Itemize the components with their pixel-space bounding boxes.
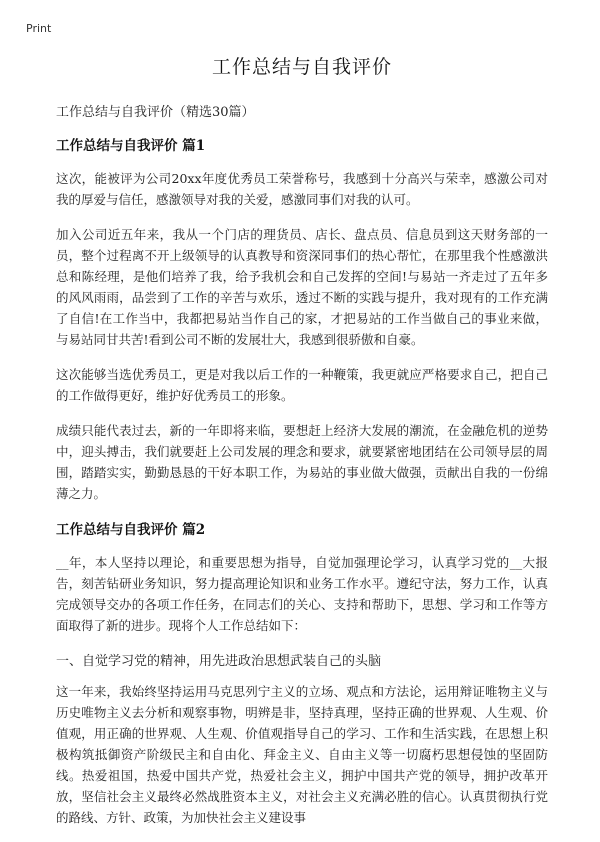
paragraph: 这一年来，我始终坚持运用马克思列宁主义的立场、观点和方法论，运用辩证唯物主义与历史唯物主义去分析和观察事物，明辨是非，坚持真理，坚持正确的世界观、人生观、价值观，用正确的世界观、人生观、价值观指导自己的学习、工作和生活实践，在思想上积极构筑抵御资产阶级民主和自由化、拜金主义、自由主义等一切腐朽思想侵蚀的坚固防线。热爱祖国，热爱中国共产党，热爱社会主义，拥护中国共产党的领导，拥护改革开放，坚信社会主义最终必然战胜资本主义，对社会主义充满必胜的信心。认真贯彻执行党的路线、方针、政策，为加快社会主义建设事 — [56, 684, 548, 825]
document-subtitle: 工作总结与自我评价（精选30篇） — [56, 105, 255, 120]
section-heading: 工作总结与自我评价 篇1 — [56, 138, 206, 154]
section-2 — [56, 518, 548, 828]
print-label[interactable]: Print — [26, 22, 52, 35]
paragraph: 加入公司近五年来，我从一个门店的理货员、店长、盘点员、信息员到这天财务部的一员，整个过程离不开上级领导的认真教导和资深同事们的热心帮忙，在那里我个性感激洪总和陈经理，是他们培养了我，给予我机会和自己发挥的空间!与易站一齐走过了五年多的风风雨雨，品尝到了工作的辛苦与欢乐，透过不断的实践与提升，我对现有的工作充满了自信!在工作当中，我都把易站当作自己的家，才把易站的工作当做自己的事业来做，与易站同甘共苦!看到公司不断的发展壮大，我感到很骄傲和自豪。 — [56, 227, 548, 347]
document-page — [56, 52, 548, 842]
document-title: 工作总结与自我评价 — [211, 56, 392, 78]
paragraph: 这次能够当选优秀员工，更是对我以后工作的一种鞭策，我更就应严格要求自己，把自己的工作做得更好，维护好优秀员工的形象。 — [56, 367, 548, 403]
section-1 — [56, 134, 548, 504]
paragraph: __年，本人坚持以理论，和重要思想为指导，自觉加强理论学习，认真学习党的__大报告，刻苦钻研业务知识，努力提高理论知识和业务工作水平。遵纪守法，努力工作，认真完成领导交办的各项工作任务，在同志们的关心、支持和帮助下，思想、学习和工作等方面取得了新的进步。现将个人工作总结如下： — [56, 555, 548, 633]
paragraph: 这次，能被评为公司20xx年度优秀员工荣誉称号，我感到十分高兴与荣幸，感激公司对我的厚爱与信任，感激领导对我的关爱，感激同事们对我的认可。 — [56, 171, 548, 207]
paragraph: 成绩只能代表过去，新的一年即将来临，要想赶上经济大发展的潮流，在金融危机的逆势中，迎头搏击，我们就要赶上公司发展的理念和要求，就要紧密地团结在公司领导层的周围，踏踏实实，勤勤恳恳的干好本职工作，为易站的事业做大做强，贡献出自我的一份绵薄之力。 — [56, 423, 548, 501]
sub-heading: 一、自觉学习党的精神，用先进政治思想武装自己的头脑 — [56, 654, 382, 669]
section-heading: 工作总结与自我评价 篇2 — [56, 522, 206, 538]
